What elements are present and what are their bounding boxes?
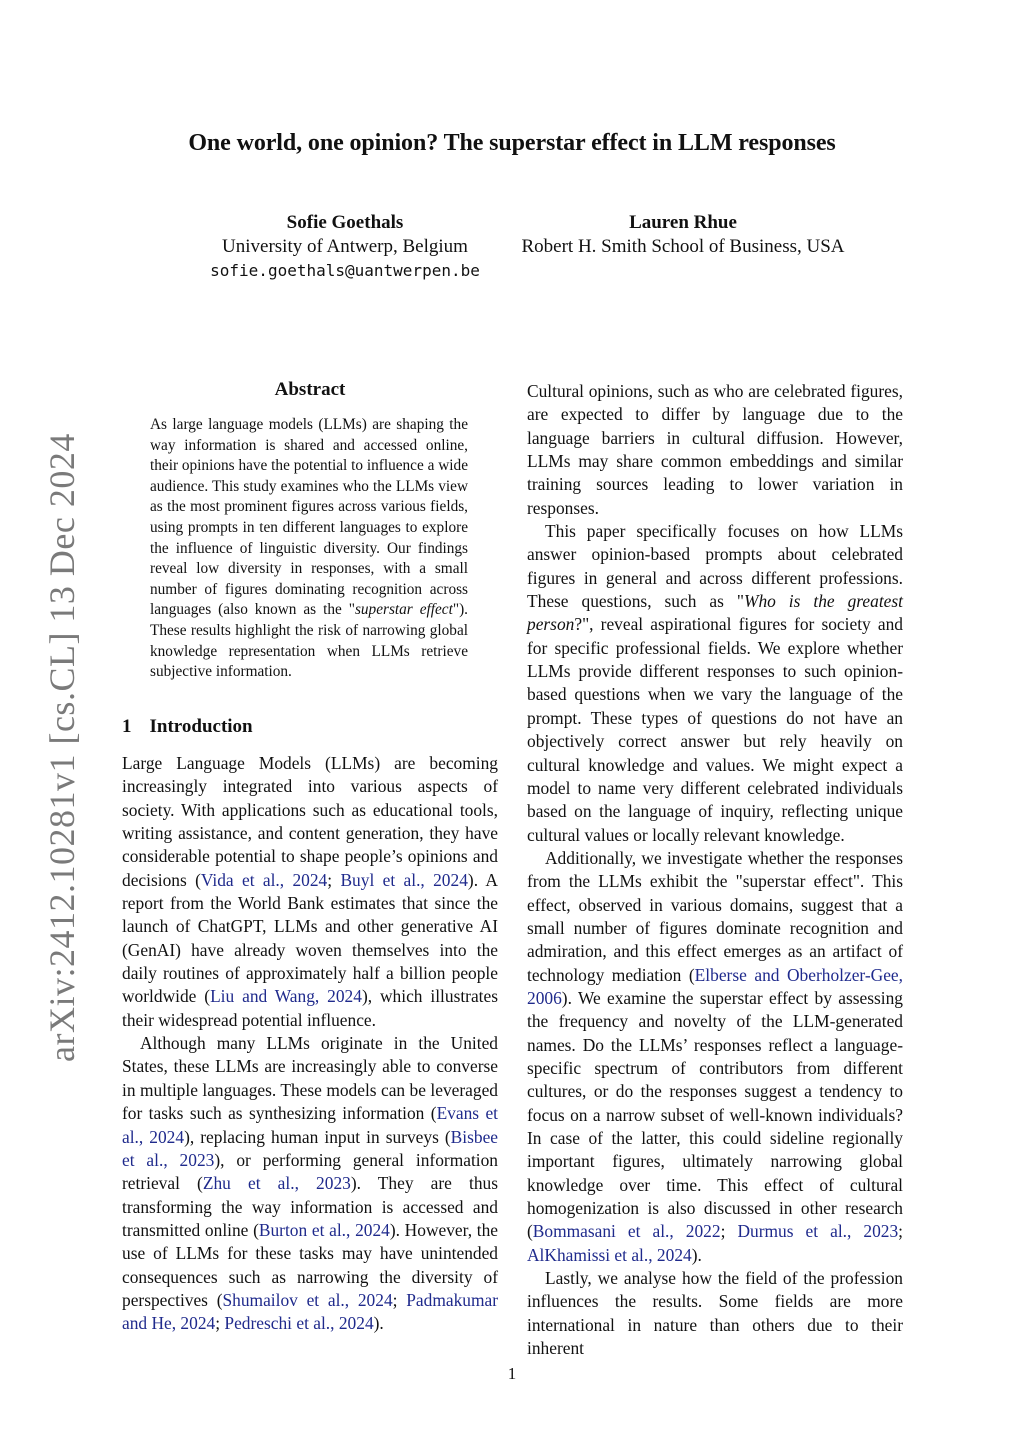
paragraph: Lastly, we analyse how the field of the profession influences the results. Some fields are more international in nature than others due to their inherent (527, 1268, 903, 1359)
citation-link[interactable]: Elberse and Oberholzer-Gee, 2006 (527, 964, 903, 1008)
citation-link[interactable]: Burton et al., 2024 (258, 1219, 390, 1240)
paragraph: Cultural opinions, such as who are celebrated figures, are expected to differ by language due to the language barriers in cultural diffusion. However, LLMs may share common embeddings and similar training sources leading to lower variation in responses. (527, 381, 903, 518)
abstract-emphasis: superstar effect (354, 601, 453, 619)
left-column-body (122, 752, 498, 1336)
section-number: 1 (122, 716, 132, 737)
author-block-1 (192, 211, 498, 283)
author-email[interactable]: sofie.goethals@uantwerpen.be (210, 261, 480, 280)
paragraph: Additionally, we investigate whether the responses from the LLMs exhibit the "superstar effect". This effect, observed in various domains, suggest that a small number of figures dominate recognition and admiration, and this effect emerges as an artifact of technology mediation (Elberse and Oberholzer-Gee, 2006). We examine the superstar effect by assessing the frequency and novelty of the LLM-generated names. Do the LLMs’ responses reflect a language-specific spectrum of contributors from different cultures, or do the responses suggest a tendency to focus on a narrow subset of well-known individuals? In case of the latter, this could sideline regionally important figures, ultimately narrowing global knowledge over time. This effect of cultural homogenization is also discussed in other research (Bommasani et al., 2022; Durmus et al., 2023; AlKhamissi et al., 2024). (527, 847, 903, 1265)
section-heading-introduction (122, 716, 253, 738)
abstract-body: As large language models (LLMs) are shaping the way information is shared and accessed online, their opinions have the potential to influence a wide audience. This study examines who the LLMs view as the most prominent figures across various fields, using prompts in ten different languages to explore the influence of linguistic diversity. Our findings reveal low diversity in responses, with a small number of figures dominating recognition across languages (also known as the "superstar effect"). These results highlight the risk of narrowing global knowledge representation when LLMs retrieve subjective information. (150, 416, 468, 681)
citation-link[interactable]: Shumailov et al., 2024 (222, 1289, 393, 1310)
citation-link[interactable]: Pedreschi et al., 2024 (224, 1313, 374, 1334)
citation-link[interactable]: Bommasani et al., 2022 (532, 1221, 721, 1242)
author-name: Sofie Goethals (286, 212, 404, 233)
paragraph: Large Language Models (LLMs) are becoming increasingly integrated into various aspects of society. With applications such as educational tools, writing assistance, and content generation, they have considerable potential to shape people’s opinions and decisions (Vida et al., 2024; Buyl et al., 2024). A report from the World Bank estimates that since the launch of ChatGPT, LLMs and other generative AI (GenAI) have already woven themselves into the daily routines of approximately half a billion people worldwide (Liu and Wang, 2024), which illustrates their widespread potential influence. (122, 753, 498, 1030)
right-column-body (527, 380, 903, 1360)
author-affiliation: University of Antwerp, Belgium (222, 236, 468, 257)
author-name: Lauren Rhue (629, 212, 737, 233)
page-number: 1 (507, 1364, 517, 1383)
citation-link[interactable]: Evans et al., 2024 (122, 1103, 498, 1147)
citation-link[interactable]: Padmakumar and He, 2024 (122, 1289, 498, 1334)
citation-link[interactable]: Durmus et al., 2023 (737, 1221, 899, 1242)
paragraph: Although many LLMs originate in the United States, these LLMs are increasingly able to converse in multiple languages. These models can be leveraged for tasks such as synthesizing information (Evans et al., 2024), replacing human input in surveys (Bisbee et al., 2023), or performing general information retrieval (Zhu et al., 2023). They are thus transforming the way information is accessed and transmitted online (Burton et al., 2024). However, the use of LLMs for these tasks may have unintended consequences such as narrowing the diversity of perspectives (Shumailov et al., 2024; Padmakumar and He, 2024; Pedreschi et al., 2024). (122, 1033, 499, 1334)
author-block-2 (500, 211, 866, 259)
citation-link[interactable]: Zhu et al., 2023 (202, 1173, 351, 1194)
section-title: Introduction (149, 716, 253, 737)
abstract-heading: Abstract (274, 379, 346, 400)
paragraph: This paper specifically focuses on how LLMs answer opinion-based prompts about celebrated figures in general and across different professions. These questions, such as "Who is the greatest person?", reveal aspirational figures for society and for specific professional fields. We explore whether LLMs provide different responses to such opinion-based questions when we vary the language of the prompt. These types of questions do not have an objectively correct answer but rely heavily on cultural knowledge and values. We might expect a model to name very different celebrated individuals based on the language of inquiry, reflecting unique cultural values or locally relevant knowledge. (527, 521, 903, 845)
citation-link[interactable]: Liu and Wang, 2024 (210, 986, 362, 1007)
citation-link[interactable]: AlKhamissi et al., 2024 (527, 1244, 692, 1265)
author-affiliation: Robert H. Smith School of Business, USA (521, 236, 845, 257)
citation-link[interactable]: Bisbee et al., 2023 (122, 1126, 499, 1170)
citation-link[interactable]: Buyl et al., 2024 (340, 869, 468, 890)
paper-title: One world, one opinion? The superstar effect in LLM responses (188, 130, 836, 156)
prompt-example: Who is the greatest person (527, 591, 903, 635)
citation-link[interactable]: Vida et al., 2024 (200, 869, 328, 890)
arxiv-stamp: arXiv:2412.10281v1 [cs.CL] 13 Dec 2024 (42, 433, 82, 1062)
